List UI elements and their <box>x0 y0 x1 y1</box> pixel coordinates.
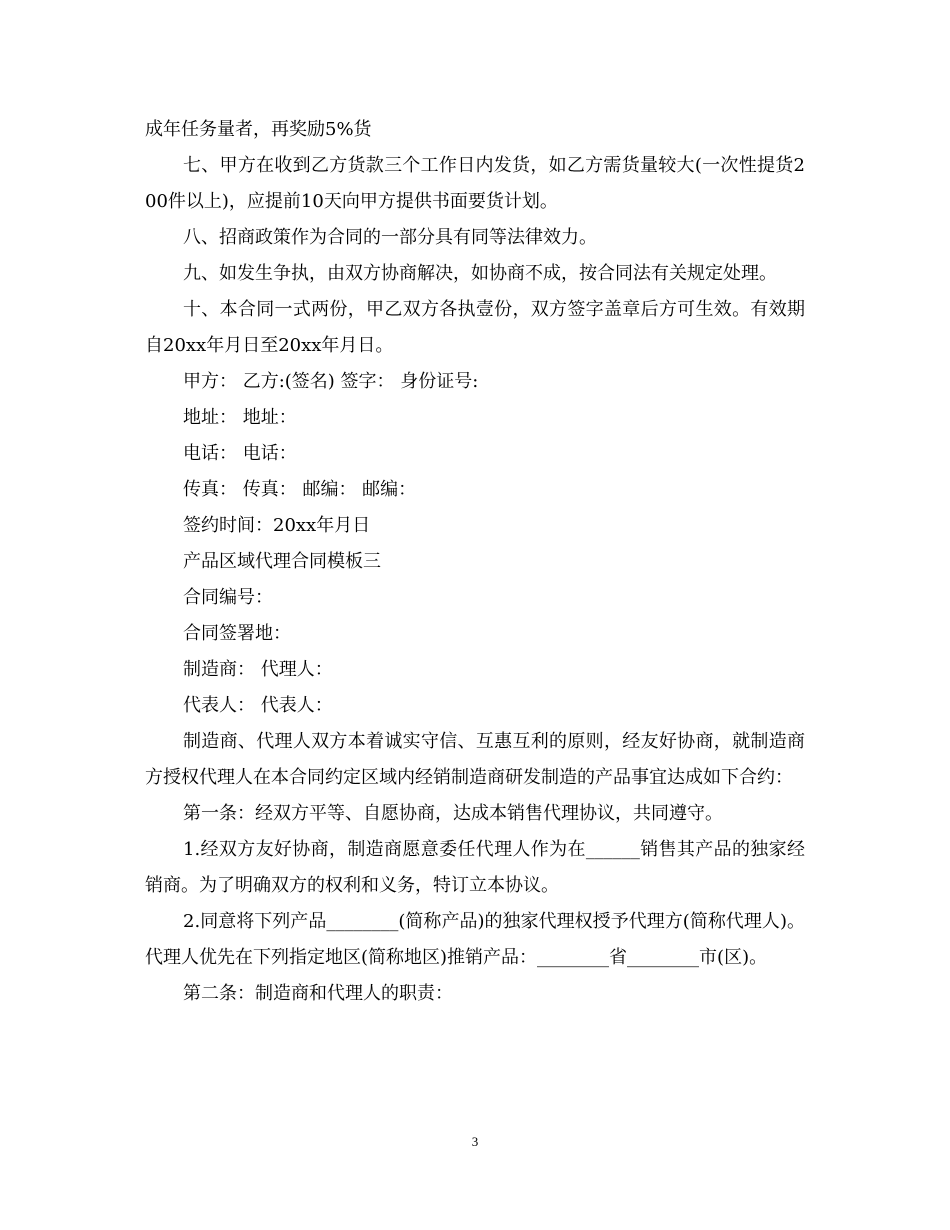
signature-line-date: 签约时间：20xx年月日 <box>183 515 371 536</box>
paragraph: 八、招商政策作为合同的一部分具有同等法律效力。 <box>183 227 597 248</box>
paragraph: 制造商、代理人双方本着诚实守信、互惠互利的原则，经友好协商，就制造商方授权代理人在本合同约定区域内经销制造商研发制造的产品事宜达成如下合约： <box>145 731 805 788</box>
signature-line-fax: 传真： 传真： 邮编： 邮编： <box>183 479 417 500</box>
signature-line-party: 甲方： 乙方:(签名) 签字： 身份证号: <box>183 371 479 392</box>
document-body <box>145 112 805 1012</box>
paragraph: 十、本合同一式两份，甲乙双方各执壹份，双方签字盖章后方可生效。有效期自20xx年月日至20xx年月日。 <box>145 299 805 356</box>
contract-place-line: 合同签署地： <box>183 623 291 644</box>
contract-number-line: 合同编号： <box>183 587 273 608</box>
paragraph: 1.经双方友好协商，制造商愿意委任代理人作为在______销售其产品的独家经销商。为了明确双方的权利和义务，特订立本协议。 <box>145 839 805 896</box>
signature-line-phone: 电话： 电话： <box>183 443 297 464</box>
parties-line: 制造商： 代理人： <box>183 659 333 680</box>
signature-line-address: 地址： 地址： <box>183 407 297 428</box>
page-number: 3 <box>471 1134 479 1149</box>
paragraph: 成年任务量者，再奖励5%货 <box>145 119 372 140</box>
section-title: 产品区域代理合同模板三 <box>183 551 381 572</box>
article-heading: 第一条：经双方平等、自愿协商，达成本销售代理协议，共同遵守。 <box>183 803 723 824</box>
representatives-line: 代表人： 代表人： <box>183 695 333 716</box>
paragraph: 九、如发生争执，由双方协商解决，如协商不成，按合同法有关规定处理。 <box>183 263 777 284</box>
paragraph: 七、甲方在收到乙方货款三个工作日内发货，如乙方需货量较大(一次性提货200件以上)，应提前10天向甲方提供书面要货计划。 <box>145 155 805 212</box>
article-heading: 第二条：制造商和代理人的职责： <box>183 983 453 1004</box>
paragraph: 2.同意将下列产品________(简称产品)的独家代理权授予代理方(简称代理人)。代理人优先在下列指定地区(简称地区)推销产品：________省________市(区)。 <box>145 911 805 968</box>
